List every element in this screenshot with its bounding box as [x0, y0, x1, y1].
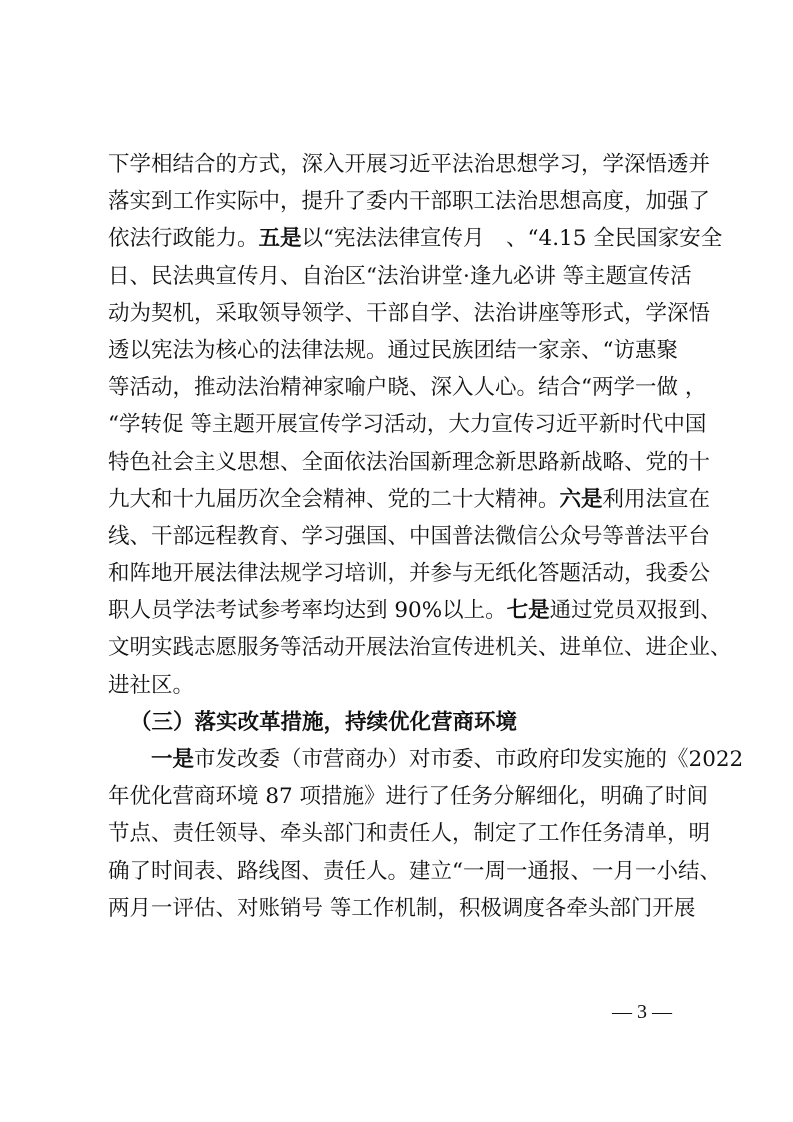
text-run: 职人员学法考试参考率均达到 90%以上。 [108, 598, 507, 624]
text-run: 依法行政能力。 [108, 226, 259, 252]
text-line: 进社区。 [108, 672, 195, 698]
paragraph-business-environment [108, 741, 744, 927]
text-run: 市发改委（市营商办）对市委、市政府印发实施的《2022 [194, 747, 744, 772]
text-line: 落实到工作实际中，提升了委内干部职工法治思想高度，加强了 [108, 189, 711, 215]
text-line [108, 741, 744, 778]
bold-keyword: 一是 [151, 747, 195, 772]
text-line: “学转促 等主题开展宣传学习活动，大力宣传习近平新时代中国 [108, 412, 707, 438]
text-run: 利用法宣在 [602, 486, 711, 512]
bold-keyword: 五是 [258, 226, 302, 252]
document-body [108, 146, 744, 927]
text-line: 动为契机，采取领导领学、干部自学、法治讲座等形式，学深悟 [108, 300, 711, 326]
text-line: 两月一评估、对账销号 等工作机制，积极调度各牵头部门开展 [108, 895, 696, 921]
page-number: — 3 — [612, 1001, 672, 1023]
text-line [108, 220, 723, 257]
text-line: 确了时间表、路线图、责任人。建立“一周一通报、一月一小结、 [108, 858, 721, 884]
text-line: 特色社会主义思想、全面依法治国新理念新思路新战略、党的十 [108, 449, 711, 475]
text-line: 文明实践志愿服务等活动开展法治宣传进机关、进单位、进企业、 [108, 635, 732, 661]
text-line: 节点、责任领导、牵头部门和责任人，制定了工作任务清单，明 [108, 821, 711, 847]
section-heading: （三）落实改革措施，持续优化营商环境 [130, 709, 518, 735]
text-line: 日、民法典宣传月、自治区“法治讲堂·逢九必讲 等主题宣传活 [108, 263, 692, 289]
text-line: 下学相结合的方式，深入开展习近平法治思想学习，学深悟透并 [108, 152, 711, 177]
text-line: 和阵地开展法律法规学习培训，并参与无纸化答题活动，我委公 [108, 561, 711, 587]
text-run: 通过党员双报到、 [549, 598, 722, 624]
text-line [108, 592, 722, 629]
text-run: 九大和十九届历次全会精神、党的二十大精神。 [108, 486, 560, 512]
text-line [108, 481, 711, 518]
text-line: 等活动，推动法治精神家喻户晓、深入人心。结合“两学一做 ， [108, 375, 707, 401]
text-line: 透以宪法为核心的法律法规。通过民族团结一家亲、“访惠聚 [108, 337, 678, 363]
bold-keyword: 七是 [506, 598, 550, 624]
text-line: 线、干部远程教育、学习强国、中国普法微信公众号等普法平台 [108, 523, 711, 549]
text-line: 年优化营商环境 87 项措施》进行了任务分解细化，明确了时间 [108, 784, 709, 810]
text-run: 以“宪法法律宣传月 、“4.15 全民国家安全 [301, 226, 723, 252]
bold-keyword: 六是 [559, 486, 603, 512]
paragraph-law-promotion [108, 146, 732, 704]
